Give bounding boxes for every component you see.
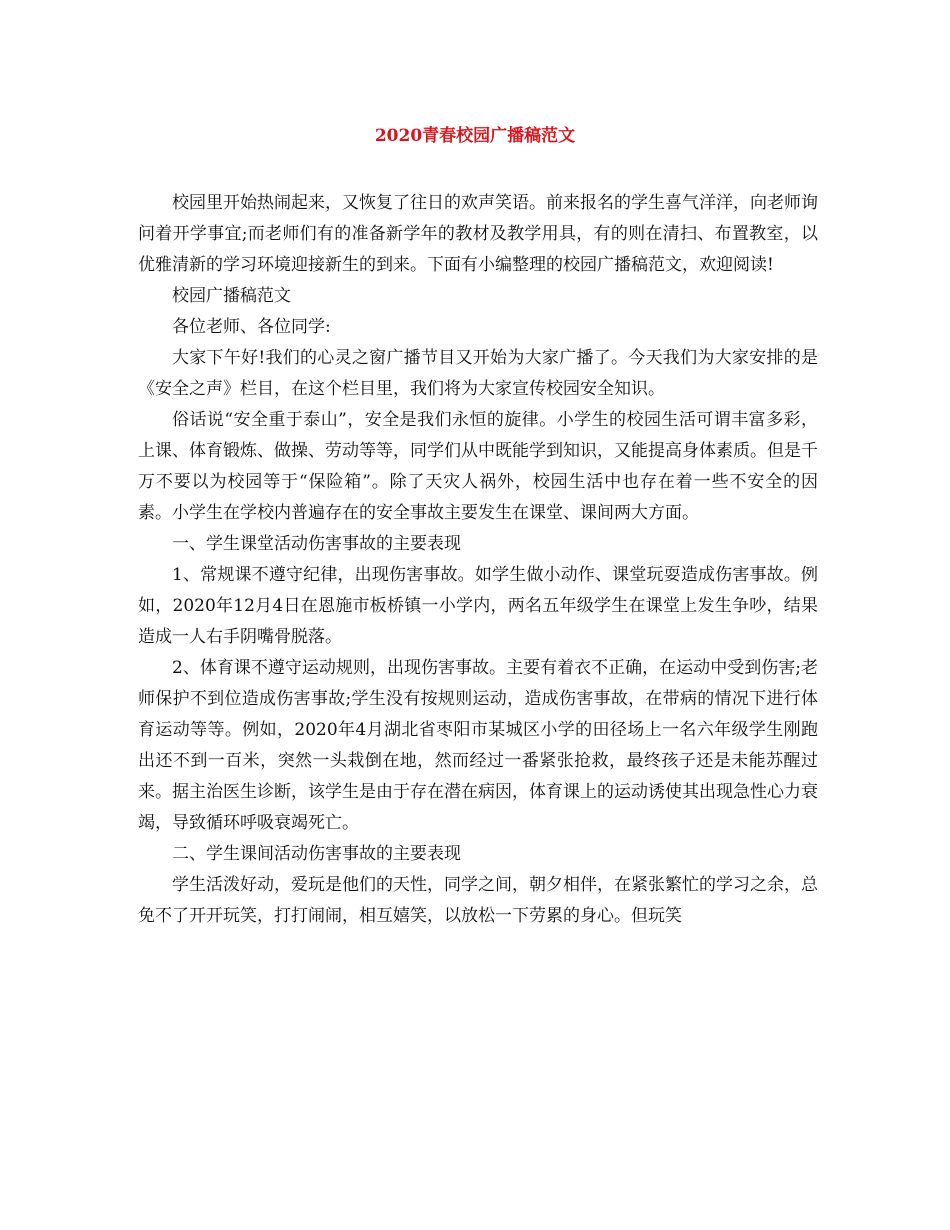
document-title: 2020青春校园广播稿范文	[374, 126, 576, 146]
subsection-heading: 一、学生课堂活动伤害事故的主要表现	[172, 534, 461, 554]
subsection-heading: 二、学生课间活动伤害事故的主要表现	[172, 844, 461, 864]
intro-paragraph: 校园里开始热闹起来，又恢复了往日的欢声笑语。前来报名的学生喜气洋洋，向老师询问着开学事宜;而老师们有的准备新学年的教材及教学用具，有的则在清扫、布置教室，以优雅清新的学习环境迎接新生的到来。下面有小编整理的校园广播稿范文，欢迎阅读!	[138, 193, 818, 275]
body-paragraph: 学生活泼好动，爱玩是他们的天性，同学之间，朝夕相伴，在紧张繁忙的学习之余，总免不了开开玩笑，打打闹闹，相互嬉笑，以放松一下劳累的身心。但玩笑	[138, 875, 818, 926]
document-body	[138, 188, 818, 932]
section-heading: 校园广播稿范文	[172, 286, 291, 306]
body-paragraph: 2、体育课不遵守运动规则，出现伤害事故。主要有着衣不正确，在运动中受到伤害;老师保护不到位造成伤害事故;学生没有按规则运动，造成伤害事故，在带病的情况下进行体育运动等等。例如，2020年4月湖北省枣阳市某城区小学的田径场上一名六年级学生刚跑出还不到一百米，突然一头栽倒在地，然而经过一番紧张抢救，最终孩子还是未能苏醒过来。据主治医生诊断，该学生是由于存在潜在病因，体育课上的运动诱使其出现急性心力衰竭，导致循环呼吸衰竭死亡。	[138, 658, 818, 833]
body-paragraph: 俗话说“安全重于泰山”，安全是我们永恒的旋律。小学生的校园生活可谓丰富多彩，上课、体育锻炼、做操、劳动等等，同学们从中既能学到知识，又能提高身体素质。但是千万不要以为校园等于“保险箱”。除了天灾人祸外，校园生活中也存在着一些不安全的因素。小学生在学校内普遍存在的安全事故主要发生在课堂、课间两大方面。	[138, 410, 818, 523]
body-paragraph: 1、常规课不遵守纪律，出现伤害事故。如学生做小动作、课堂玩耍造成伤害事故。例如，2020年12月4日在恩施市板桥镇一小学内，两名五年级学生在课堂上发生争吵，结果造成一人右手阴嘴骨脱落。	[138, 565, 818, 647]
body-paragraph: 大家下午好!我们的心灵之窗广播节目又开始为大家广播了。今天我们为大家安排的是《安全之声》栏目，在这个栏目里，我们将为大家宣传校园安全知识。	[138, 348, 818, 399]
salutation: 各位老师、各位同学:	[172, 317, 331, 337]
